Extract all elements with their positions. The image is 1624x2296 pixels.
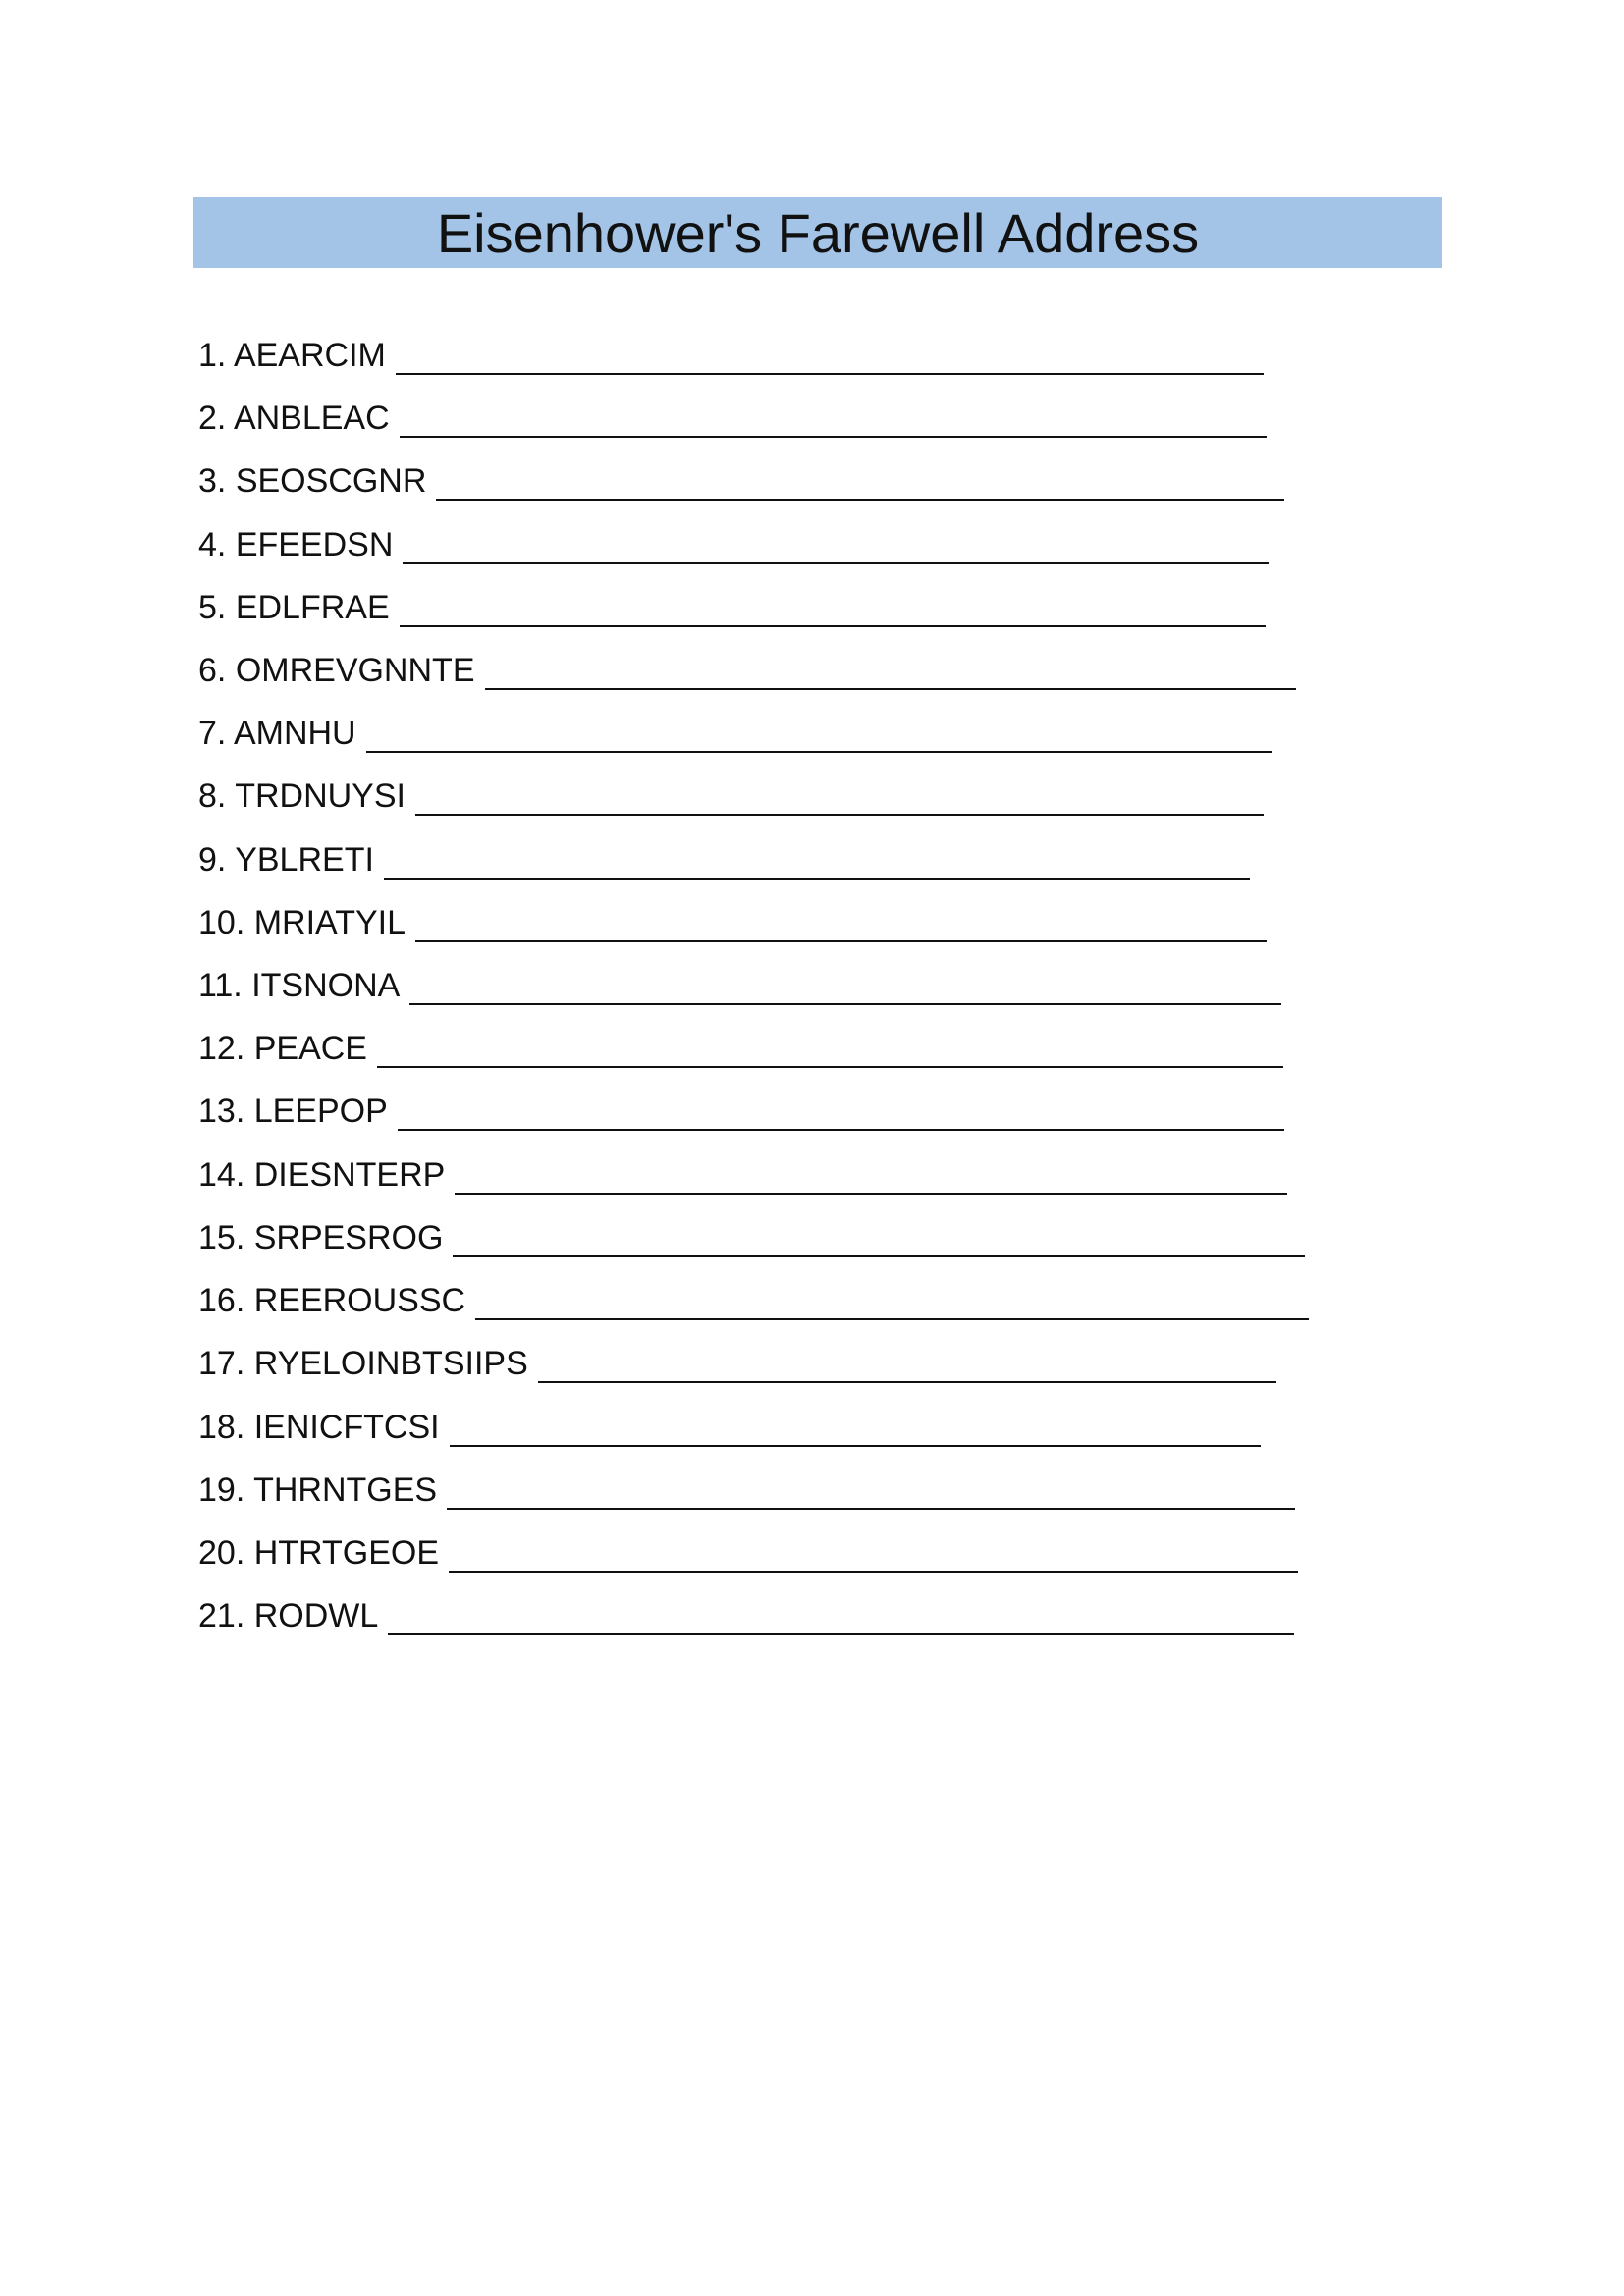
item-number: 20. [198,1534,245,1572]
list-item [198,709,1272,752]
item-word: YBLRETI [235,841,374,879]
item-number: 1. [198,337,227,374]
answer-line[interactable] [447,1508,1295,1510]
scrambled-word [198,906,406,941]
answer-line[interactable] [475,1318,1309,1320]
list-item [198,835,1250,879]
item-word: IENICFTCSI [253,1409,440,1446]
answer-line[interactable] [398,1129,1284,1131]
title-banner [193,197,1442,268]
list-item [198,898,1267,941]
list-item [198,1276,1309,1319]
answer-line[interactable] [388,1633,1294,1635]
item-number: 5. [198,589,227,626]
answer-line[interactable] [400,625,1266,627]
scrambled-word [198,591,390,626]
item-word: TRDNUYSI [235,777,406,815]
item-number: 2. [198,400,227,437]
answer-line[interactable] [450,1445,1261,1447]
item-word: SRPESROG [253,1219,444,1256]
scrambled-word [198,969,400,1004]
item-word: DIESNTERP [253,1156,446,1194]
list-item [198,394,1267,437]
answer-line[interactable] [366,751,1272,753]
item-number: 8. [198,777,227,815]
list-item [198,1087,1284,1130]
scrambled-word [198,1221,443,1256]
item-word: RODWL [253,1597,379,1634]
page-title: Eisenhower's Farewell Address [436,202,1200,264]
answer-line[interactable] [396,373,1264,375]
scrambled-word [198,1032,367,1067]
item-word: REEROUSSC [253,1282,466,1319]
answer-line[interactable] [485,688,1296,690]
scrambled-word [198,1158,445,1194]
list-item [198,1403,1261,1446]
item-number: 6. [198,652,227,689]
item-number: 13. [198,1093,245,1130]
item-number: 14. [198,1156,245,1194]
answer-line[interactable] [400,436,1267,438]
scrambled-word [198,1284,465,1319]
scrambled-word [198,1473,437,1509]
item-word: EDLFRAE [235,589,390,626]
item-number: 17. [198,1345,245,1382]
list-item [198,583,1266,626]
item-word: PEACE [253,1030,367,1067]
answer-line[interactable] [455,1193,1287,1195]
scrambled-word [198,717,356,752]
answer-line[interactable] [377,1066,1283,1068]
answer-line[interactable] [384,878,1250,880]
item-number: 18. [198,1409,245,1446]
list-item [198,961,1281,1004]
scrambled-word [198,779,406,815]
item-word: SEOSCGNR [235,462,427,500]
item-number: 16. [198,1282,245,1319]
item-word: RYELOINBTSIIPS [253,1345,528,1382]
list-item [198,456,1284,500]
scrambled-word [198,1347,528,1382]
item-number: 12. [198,1030,245,1067]
list-item [198,1528,1298,1572]
scrambled-word [198,654,475,689]
scrambled-word [198,339,386,374]
scrambled-word [198,843,374,879]
answer-line[interactable] [453,1255,1305,1257]
scrambled-word [198,464,426,500]
scrambled-word [198,1599,378,1634]
item-number: 15. [198,1219,245,1256]
answer-line[interactable] [415,940,1267,942]
scrambled-word [198,1536,439,1572]
answer-line[interactable] [449,1571,1298,1573]
item-number: 21. [198,1597,245,1634]
scrambled-word [198,401,390,437]
list-item [198,772,1264,815]
list-item [198,1150,1287,1194]
answer-line[interactable] [415,814,1264,816]
item-word: MRIATYIL [253,904,406,941]
list-item [198,1339,1276,1382]
item-number: 9. [198,841,227,879]
list-item [198,1466,1295,1509]
item-number: 7. [198,715,227,752]
list-item [198,520,1269,563]
item-word: ANBLEAC [233,400,390,437]
scrambled-word [198,1095,388,1130]
answer-line[interactable] [409,1003,1281,1005]
item-number: 11. [198,967,243,1004]
list-item [198,331,1264,374]
item-word: EFEEDSN [235,526,394,563]
scrambled-word [198,1411,440,1446]
item-number: 3. [198,462,227,500]
answer-line[interactable] [403,562,1269,564]
item-word: AEARCIM [233,337,386,374]
item-word: OMREVGNNTE [235,652,475,689]
answer-line[interactable] [436,499,1284,501]
item-word: ITSNONA [251,967,401,1004]
item-word: THRNTGES [253,1471,438,1509]
item-word: AMNHU [233,715,356,752]
item-number: 10. [198,904,245,941]
list-item [198,1024,1283,1067]
item-number: 4. [198,526,227,563]
answer-line[interactable] [538,1381,1276,1383]
item-number: 19. [198,1471,245,1509]
item-word: LEEPOP [253,1093,388,1130]
item-word: HTRTGEOE [253,1534,439,1572]
scrambled-word [198,528,393,563]
list-item [198,1213,1305,1256]
list-item [198,646,1296,689]
list-item [198,1591,1294,1634]
